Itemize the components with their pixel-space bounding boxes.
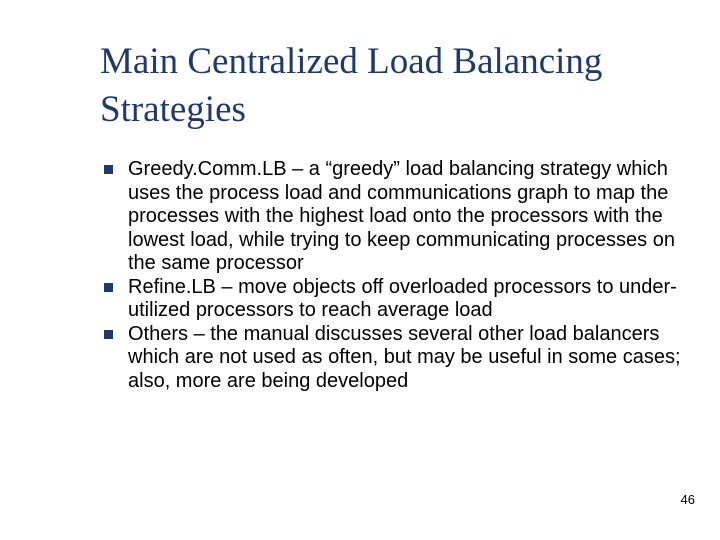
bullet-text: Greedy.Comm.LB – a “greedy” load balancing strategy which uses the process load and communications graph to map the processes with the highest load onto the processors with the lowest load, while trying to keep communicating processes on the same processor	[128, 158, 675, 274]
bullet-item	[104, 323, 704, 394]
bullet-text: Refine.LB – move objects off overloaded processors to under-utilized processors to reach average load	[128, 275, 677, 321]
bullet-item	[104, 158, 704, 276]
page-number: 46	[680, 492, 695, 507]
bullet-item	[104, 276, 704, 323]
slide-title: Main Centralized Load Balancing Strategies	[100, 41, 603, 130]
square-bullet-icon	[104, 283, 113, 292]
bullet-list	[104, 158, 704, 393]
square-bullet-icon	[104, 330, 113, 339]
square-bullet-icon	[104, 165, 113, 174]
bullet-text: Others – the manual discusses several other load balancers which are not used as often, but may be useful in some cases; also, more are being developed	[128, 322, 681, 392]
